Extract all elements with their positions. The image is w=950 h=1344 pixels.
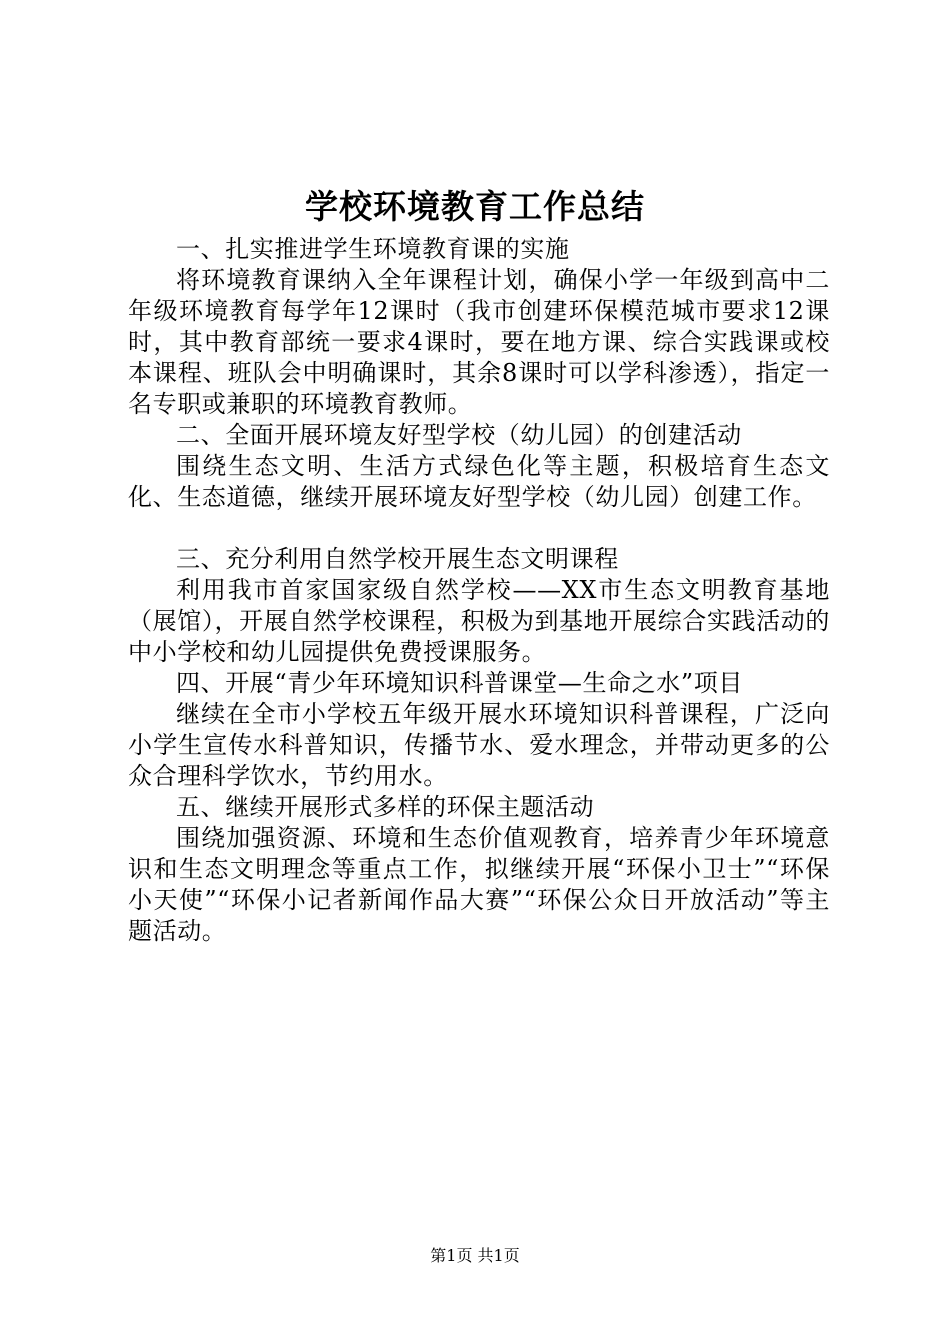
section-body-2: 围绕生态文明、生活方式绿色化等主题，积极培育生态文化、生态道德，继续开展环境友好型学校（幼儿园）创建工作。 <box>128 452 830 511</box>
document-body <box>128 234 830 947</box>
section-heading-3: 三、充分利用自然学校开展生态文明课程 <box>176 545 619 573</box>
document-title: 学校环境教育工作总结 <box>305 187 645 226</box>
section-heading-2: 二、全面开展环境友好型学校（幼儿园）的创建活动 <box>176 421 742 449</box>
section-heading-4: 四、开展“青少年环境知识科普课堂—生命之水”项目 <box>176 669 743 697</box>
section-heading-5: 五、继续开展形式多样的环保主题活动 <box>176 793 595 821</box>
section-body-3: 利用我市首家国家级自然学校——XX市生态文明教育基地（展馆），开展自然学校课程，积极为到基地开展综合实践活动的中小学校和幼儿园提供免费授课服务。 <box>128 576 830 666</box>
section-body-4: 继续在全市小学校五年级开展水环境知识科普课程，广泛向小学生宣传水科普知识，传播节水、爱水理念，并带动更多的公众合理科学饮水，节约用水。 <box>128 700 830 790</box>
section-body-5: 围绕加强资源、环境和生态价值观教育，培养青少年环境意识和生态文明理念等重点工作，拟继续开展“环保小卫士”“环保小天使”“环保小记者新闻作品大赛”“环保公众日开放活动”等主题活动。 <box>128 824 830 945</box>
page-footer: 第1页 共1页 <box>430 1246 520 1265</box>
section-heading-1: 一、扎实推进学生环境教育课的实施 <box>176 235 570 263</box>
section-body-1: 将环境教育课纳入全年课程计划，确保小学一年级到高中二年级环境教育每学年12课时（我市创建环保模范城市要求12课时，其中教育部统一要求4课时，要在地方课、综合实践课或校本课程、班队会中明确课时，其余8课时可以学科渗透），指定一名专职或兼职的环境教育教师。 <box>128 266 830 418</box>
